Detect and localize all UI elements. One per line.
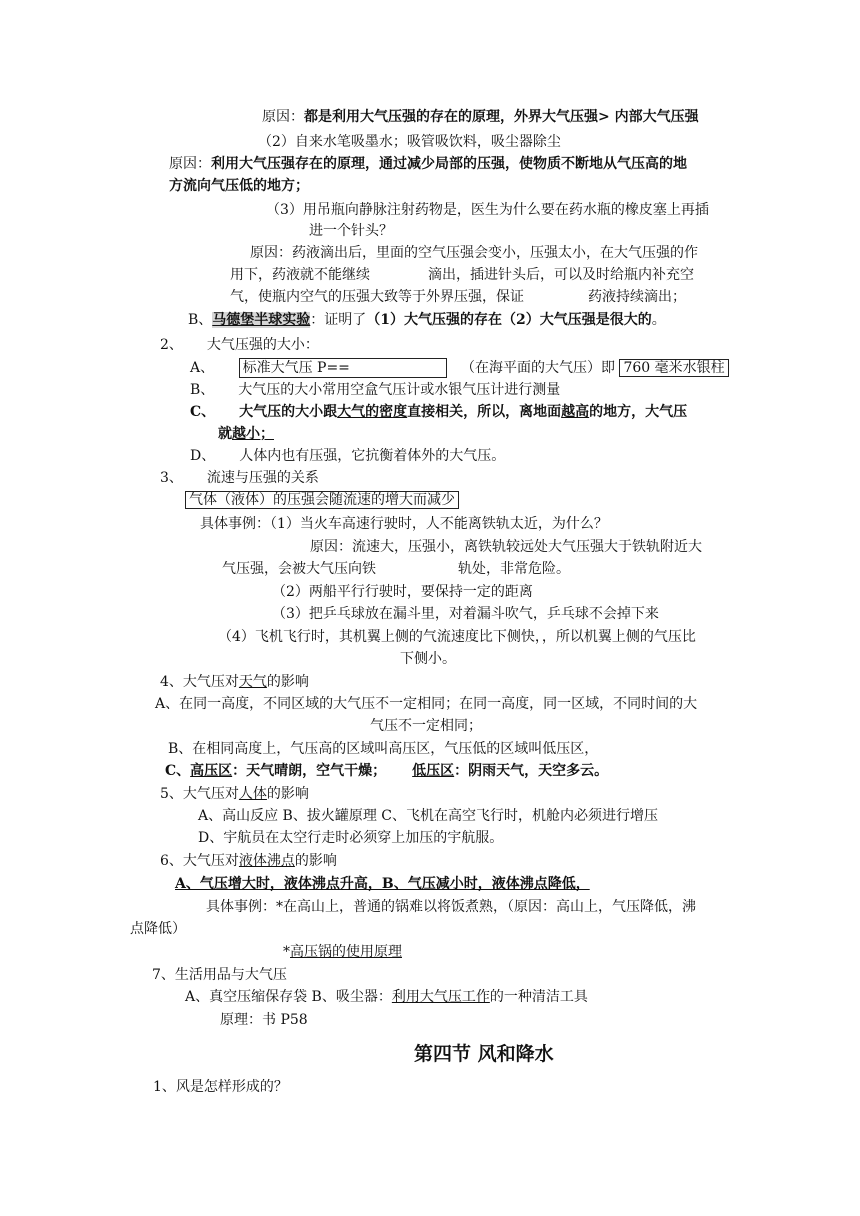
magdeburg-line: B、马德堡半球实验：证明了（1）大气压强的存在（2）大气压强是很大的。 [188, 312, 666, 328]
item-4a: A、在同一高度，不同区域的大气压不一定相同；在同一高度，同一区域，不同时间的大 [155, 696, 698, 712]
section-heading: 第四节 风和降水 [414, 1043, 554, 1065]
item-4b: B、在相同高度上，气压高的区域叫高压区，气压低的区域叫低压区， [168, 741, 599, 757]
key-principle-box: 气体（液体）的压强会随流速的增大而减少 [185, 491, 459, 509]
item-4c: C、高压区：天气晴朗，空气干燥； 低压区：阴雨天气，天空多云。 [165, 763, 609, 779]
item-7ab: A、真空压缩保存袋 B、吸尘器：利用大气压工作的一种清洁工具 [185, 989, 588, 1005]
item-2d: D、 人体内也有压强，它抗衡着体外的大气压。 [190, 448, 506, 464]
cause-line-2: 原因：利用大气压强存在的原理，通过减少局部的压强，使物质不断地从气压高的地 [169, 156, 687, 172]
item-2c-cont: 就越小； [218, 426, 274, 442]
example-plane-cont: 下侧小。 [400, 651, 456, 667]
example-ships: （2）两船平行行驶时，要保持一定的距离 [272, 584, 533, 600]
question-1: 1、风是怎样形成的？ [153, 1079, 288, 1095]
cause-line-1: 原因：都是利用大气压强的存在的原理，外界大气压强> 内部大气压强 [262, 109, 699, 125]
item-4a-cont: 气压不一定相同； [370, 718, 482, 734]
item-7-principle: 原理：书 P58 [220, 1012, 308, 1028]
cause-line-2-cont: 方流向气压低的地方； [169, 178, 309, 194]
section-5-title: 5、大气压对人体的影响 [160, 786, 309, 802]
example-pingpong: （3）把乒乓球放在漏斗里，对着漏斗吹气，乒乓球不会掉下来 [272, 606, 659, 622]
item-6-example-cont: 点降低） [130, 921, 186, 937]
section-2-title: 2、 大气压强的大小： [160, 337, 319, 353]
example-line-2: （2）自来水笔吸墨水；吸管吸饮料，吸尘器除尘 [258, 134, 561, 150]
section-6-title: 6、大气压对液体沸点的影响 [160, 853, 337, 869]
item-2b: B、 大气压的大小常用空盒气压计或水银气压计进行测量 [190, 382, 561, 398]
item-6-example: 具体事例：*在高山上，普通的锅难以将饭煮熟，（原因：高山上，气压降低，沸 [206, 899, 696, 915]
cause-line-3: 原因：药液滴出后，里面的空气压强会变小，压强太小，在大气压强的作 [250, 245, 698, 261]
cause-line-3-cont-1: 用下，药液就不能继续 滴出，插进针头后，可以及时给瓶内补充空 [230, 267, 694, 283]
section-4-title: 4、大气压对天气的影响 [160, 674, 309, 690]
example-line-3-cont: 进一个针头？ [309, 223, 393, 239]
item-2a: A、 标准大气压 P== （在海平面的大气压）即 760 毫米水银柱 [190, 358, 729, 378]
item-6-pressure-cooker: *高压锅的使用原理 [283, 944, 402, 960]
item-5abc: A、高山反应 B、拔火罐原理 C、飞机在高空飞行时，机舱内必须进行增压 [198, 808, 659, 824]
example-plane: （4）飞机飞行时，其机翼上侧的气流速度比下侧快，，所以机翼上侧的气压比 [218, 629, 696, 645]
item-6-rule: A、气压增大时，液体沸点升高，B、气压减小时，液体沸点降低， [175, 876, 590, 892]
section-3-title: 3、 流速与压强的关系 [160, 470, 319, 486]
example-train: 具体事例：（1）当火车高速行驶时，人不能离铁轨太近，为什么？ [200, 516, 608, 532]
example-line-3: （3）用吊瓶向静脉注射药物是，医生为什么要在药水瓶的橡皮塞上再插 [266, 202, 709, 218]
item-5d: D、宇航员在太空行走时必须穿上加压的宇航服。 [198, 830, 504, 846]
item-2c: C、 大气压的大小跟大气的密度直接相关，所以，离地面越高的地方，大气压 [190, 404, 688, 420]
example-train-cause-cont: 气压强，会被大气压向铁 轨处，非常危险。 [222, 561, 570, 577]
section-7-title: 7、生活用品与大气压 [152, 967, 287, 983]
example-train-cause: 原因：流速大，压强小，离铁轨较远处大气压强大于铁轨附近大 [310, 539, 702, 555]
cause-line-3-cont-2: 气，使瓶内空气的压强大致等于外界压强，保证 药液持续滴出； [230, 289, 686, 305]
